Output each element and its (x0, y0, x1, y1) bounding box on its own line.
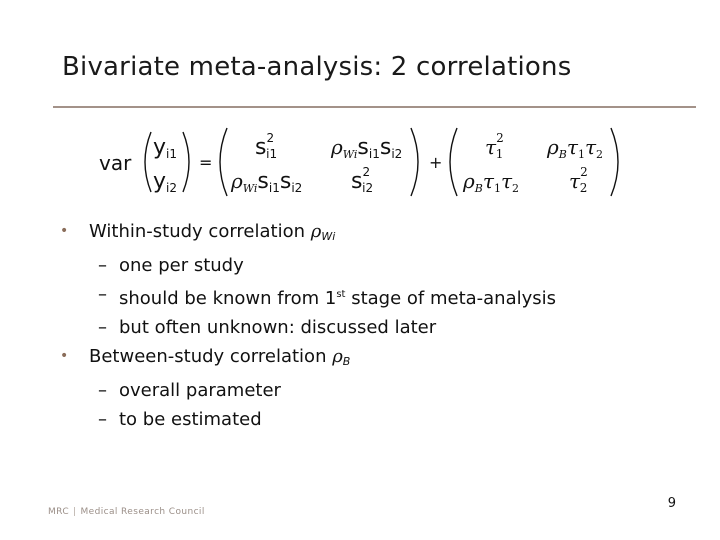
formula-paren-right-y (183, 132, 189, 192)
variance-formula (95, 122, 625, 202)
formula-between-21: $\rho_B\tau_1\tau_2$ (463, 169, 520, 195)
bullet-within (60, 217, 556, 251)
formula-equals: = (199, 153, 213, 172)
ordinal-superscript: st (336, 289, 346, 300)
subitem-text: overall parameter (119, 380, 281, 401)
subitem (60, 280, 556, 313)
logo-separator: | (73, 507, 77, 517)
bullet-list (60, 217, 556, 434)
formula-within-21: $\rho_{Wi}s_{i1}s_{i2}$ (231, 169, 303, 195)
formula-between-11: $\tau^2$ 1 (485, 131, 504, 161)
bullet-dot: • (60, 223, 69, 239)
subitem (60, 405, 556, 434)
rho-within-subscript: Wi (321, 230, 336, 243)
dash-marker: – (98, 255, 107, 276)
subitem (60, 251, 556, 280)
subitem (60, 313, 556, 342)
slide-title: Bivariate meta-analysis: 2 correlations (62, 52, 572, 82)
formula-within-22: $s^2$ i2 (351, 165, 374, 195)
rho-between-symbol: ρ (332, 346, 343, 367)
formula-plus: + (429, 153, 443, 172)
formula-between-22: $\tau^2$ 2 (569, 165, 588, 195)
formula-paren-left-within (220, 128, 227, 196)
dash-marker: – (98, 284, 107, 305)
subitem-text-tail: stage of meta-analysis (345, 288, 557, 309)
subitem-text: but often unknown: discussed later (119, 317, 437, 338)
bullet-between-text: Between-study correlation (89, 346, 333, 367)
subitem (60, 376, 556, 405)
formula-paren-right-between (611, 128, 618, 196)
subitem-text: should be known from 1 (119, 288, 337, 309)
formula-var-label: var (99, 151, 132, 175)
page-number: 9 (667, 496, 676, 511)
bullet-between (60, 342, 556, 376)
formula-within-11: $s^2$ i1 (255, 131, 278, 161)
formula-paren-left-y (145, 132, 151, 192)
bullet-within-text: Within-study correlation (89, 221, 311, 242)
rho-within-symbol: ρ (310, 221, 322, 242)
logo-full: Medical Research Council (80, 507, 205, 517)
formula-paren-left-between (450, 128, 457, 196)
logo-short: MRC (48, 507, 70, 517)
title-rule (53, 106, 696, 108)
formula-between-12: $\rho_B\tau_1\tau_2$ (547, 135, 604, 161)
bullet-dot: • (60, 348, 69, 364)
formula-y1: yi1 (153, 135, 177, 161)
dash-marker: – (98, 317, 107, 338)
formula-y2: yi2 (153, 169, 177, 195)
formula-within-12: $\rho_{Wi}s_{i1}s_{i2}$ (331, 135, 403, 161)
formula-paren-right-within (411, 128, 418, 196)
dash-marker: – (98, 380, 107, 401)
subitem-text: one per study (119, 255, 244, 276)
dash-marker: – (98, 409, 107, 430)
rho-between-subscript: B (342, 355, 351, 368)
mrc-logo (48, 507, 205, 517)
subitem-text: to be estimated (119, 409, 262, 430)
